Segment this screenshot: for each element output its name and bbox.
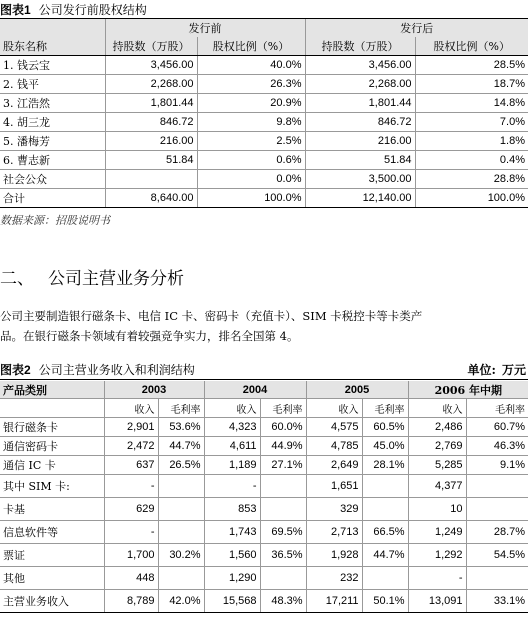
figure1-label: 图表1 [0,3,31,17]
paragraph-line: 品。在银行磁条卡领域有着较强竞争实力，排名全国第 4。 [0,329,299,343]
table-row: 3. 江浩然 1,801.44 20.9% 1,801.44 14.8% [0,94,528,113]
table-row: 5. 潘梅芳 216.00 2.5% 216.00 1.8% [0,132,528,151]
figure2-label: 图表2 [0,363,31,377]
table-row: 4. 胡三龙 846.72 9.8% 846.72 7.0% [0,113,528,132]
table-row: 信息软件等 - 1,743 69.5% 2,713 66.5% 1,249 28.7% [0,521,528,544]
section-title: 公司主营业务分析 [48,269,184,289]
table-row: 2. 钱平 2,268.00 26.3% 2,268.00 18.7% [0,75,528,94]
table-header-row [0,19,528,37]
table-row: 其中 SIM 卡: - - 1,651 4,377 [0,475,528,498]
table-total-row: 主营业务收入 8,789 42.0% 15,568 48.3% 17,211 50.1% 13,091 33.1% [0,590,528,613]
unit-note [468,361,526,378]
figure2-title: 公司主营业务收入和利润结构 [38,363,195,377]
col-ratio-after: 股权比例（%） [415,37,528,56]
unit-value: 万元 [501,363,526,377]
figure2-caption [0,361,195,378]
table-row: 票证 1,700 30.2% 1,560 36.5% 1,928 44.7% 1,292 54.5% [0,544,528,567]
table-row: 其他 448 1,290 232 - [0,567,528,590]
shareholding-table [0,19,528,208]
section-number: 二、 [0,269,34,289]
table-row: 6. 曹志新 51.84 0.6% 51.84 0.4% [0,151,528,170]
year-2006-mid: 2006 年中期 [408,381,528,399]
year-2003: 2003 [104,381,204,399]
paragraph-line: 公司主要制造银行磁条卡、电信 IC 卡、密码卡（充值卡）、SIM 卡税控卡等卡类产 [0,309,423,323]
col-ratio-before: 股权比例（%） [197,37,305,56]
col-shares-before: 持股数（万股） [105,37,197,56]
figure1-title: 公司发行前股权结构 [38,3,147,17]
revenue-profit-table [0,381,528,613]
year-2004: 2004 [204,381,306,399]
table-row: 1. 钱云宝 3,456.00 40.0% 3,456.00 28.5% [0,56,528,75]
table-subheader-row [0,37,528,56]
table-header-row [0,381,528,399]
table-row: 银行磁条卡 2,901 53.6% 4,323 60.0% 4,575 60.5% 2,486 60.7% [0,418,528,437]
figure1-caption [0,1,147,18]
figure2-rule [0,379,528,380]
header-before: 发行前 [105,19,305,37]
table-subheader-row: 收入 毛利率 收入 毛利率 收入 毛利率 收入 毛利率 [0,399,528,418]
col-category: 产品类别 [3,383,47,397]
figure1-source: 数据来源：招股说明书 [0,214,110,227]
table-row: 通信密码卡 2,472 44.7% 4,611 44.9% 4,785 45.0% 2,769 46.3% [0,437,528,456]
table-total-row: 合计 8,640.00 100.0% 12,140.00 100.0% [0,189,528,208]
table-row: 卡基 629 853 329 10 [0,498,528,521]
header-after: 发行后 [305,19,528,37]
table-row: 社会公众 0.0% 3,500.00 28.8% [0,170,528,189]
table-row: 通信 IC 卡 637 26.5% 1,189 27.1% 2,649 28.1% 5,285 9.1% [0,456,528,475]
year-2005: 2005 [306,381,408,399]
unit-label: 单位: [467,363,496,377]
col-shares-after: 持股数（万股） [305,37,415,56]
body-paragraph [0,306,528,346]
section-heading [0,264,184,289]
col-name: 股东名称 [0,37,105,56]
